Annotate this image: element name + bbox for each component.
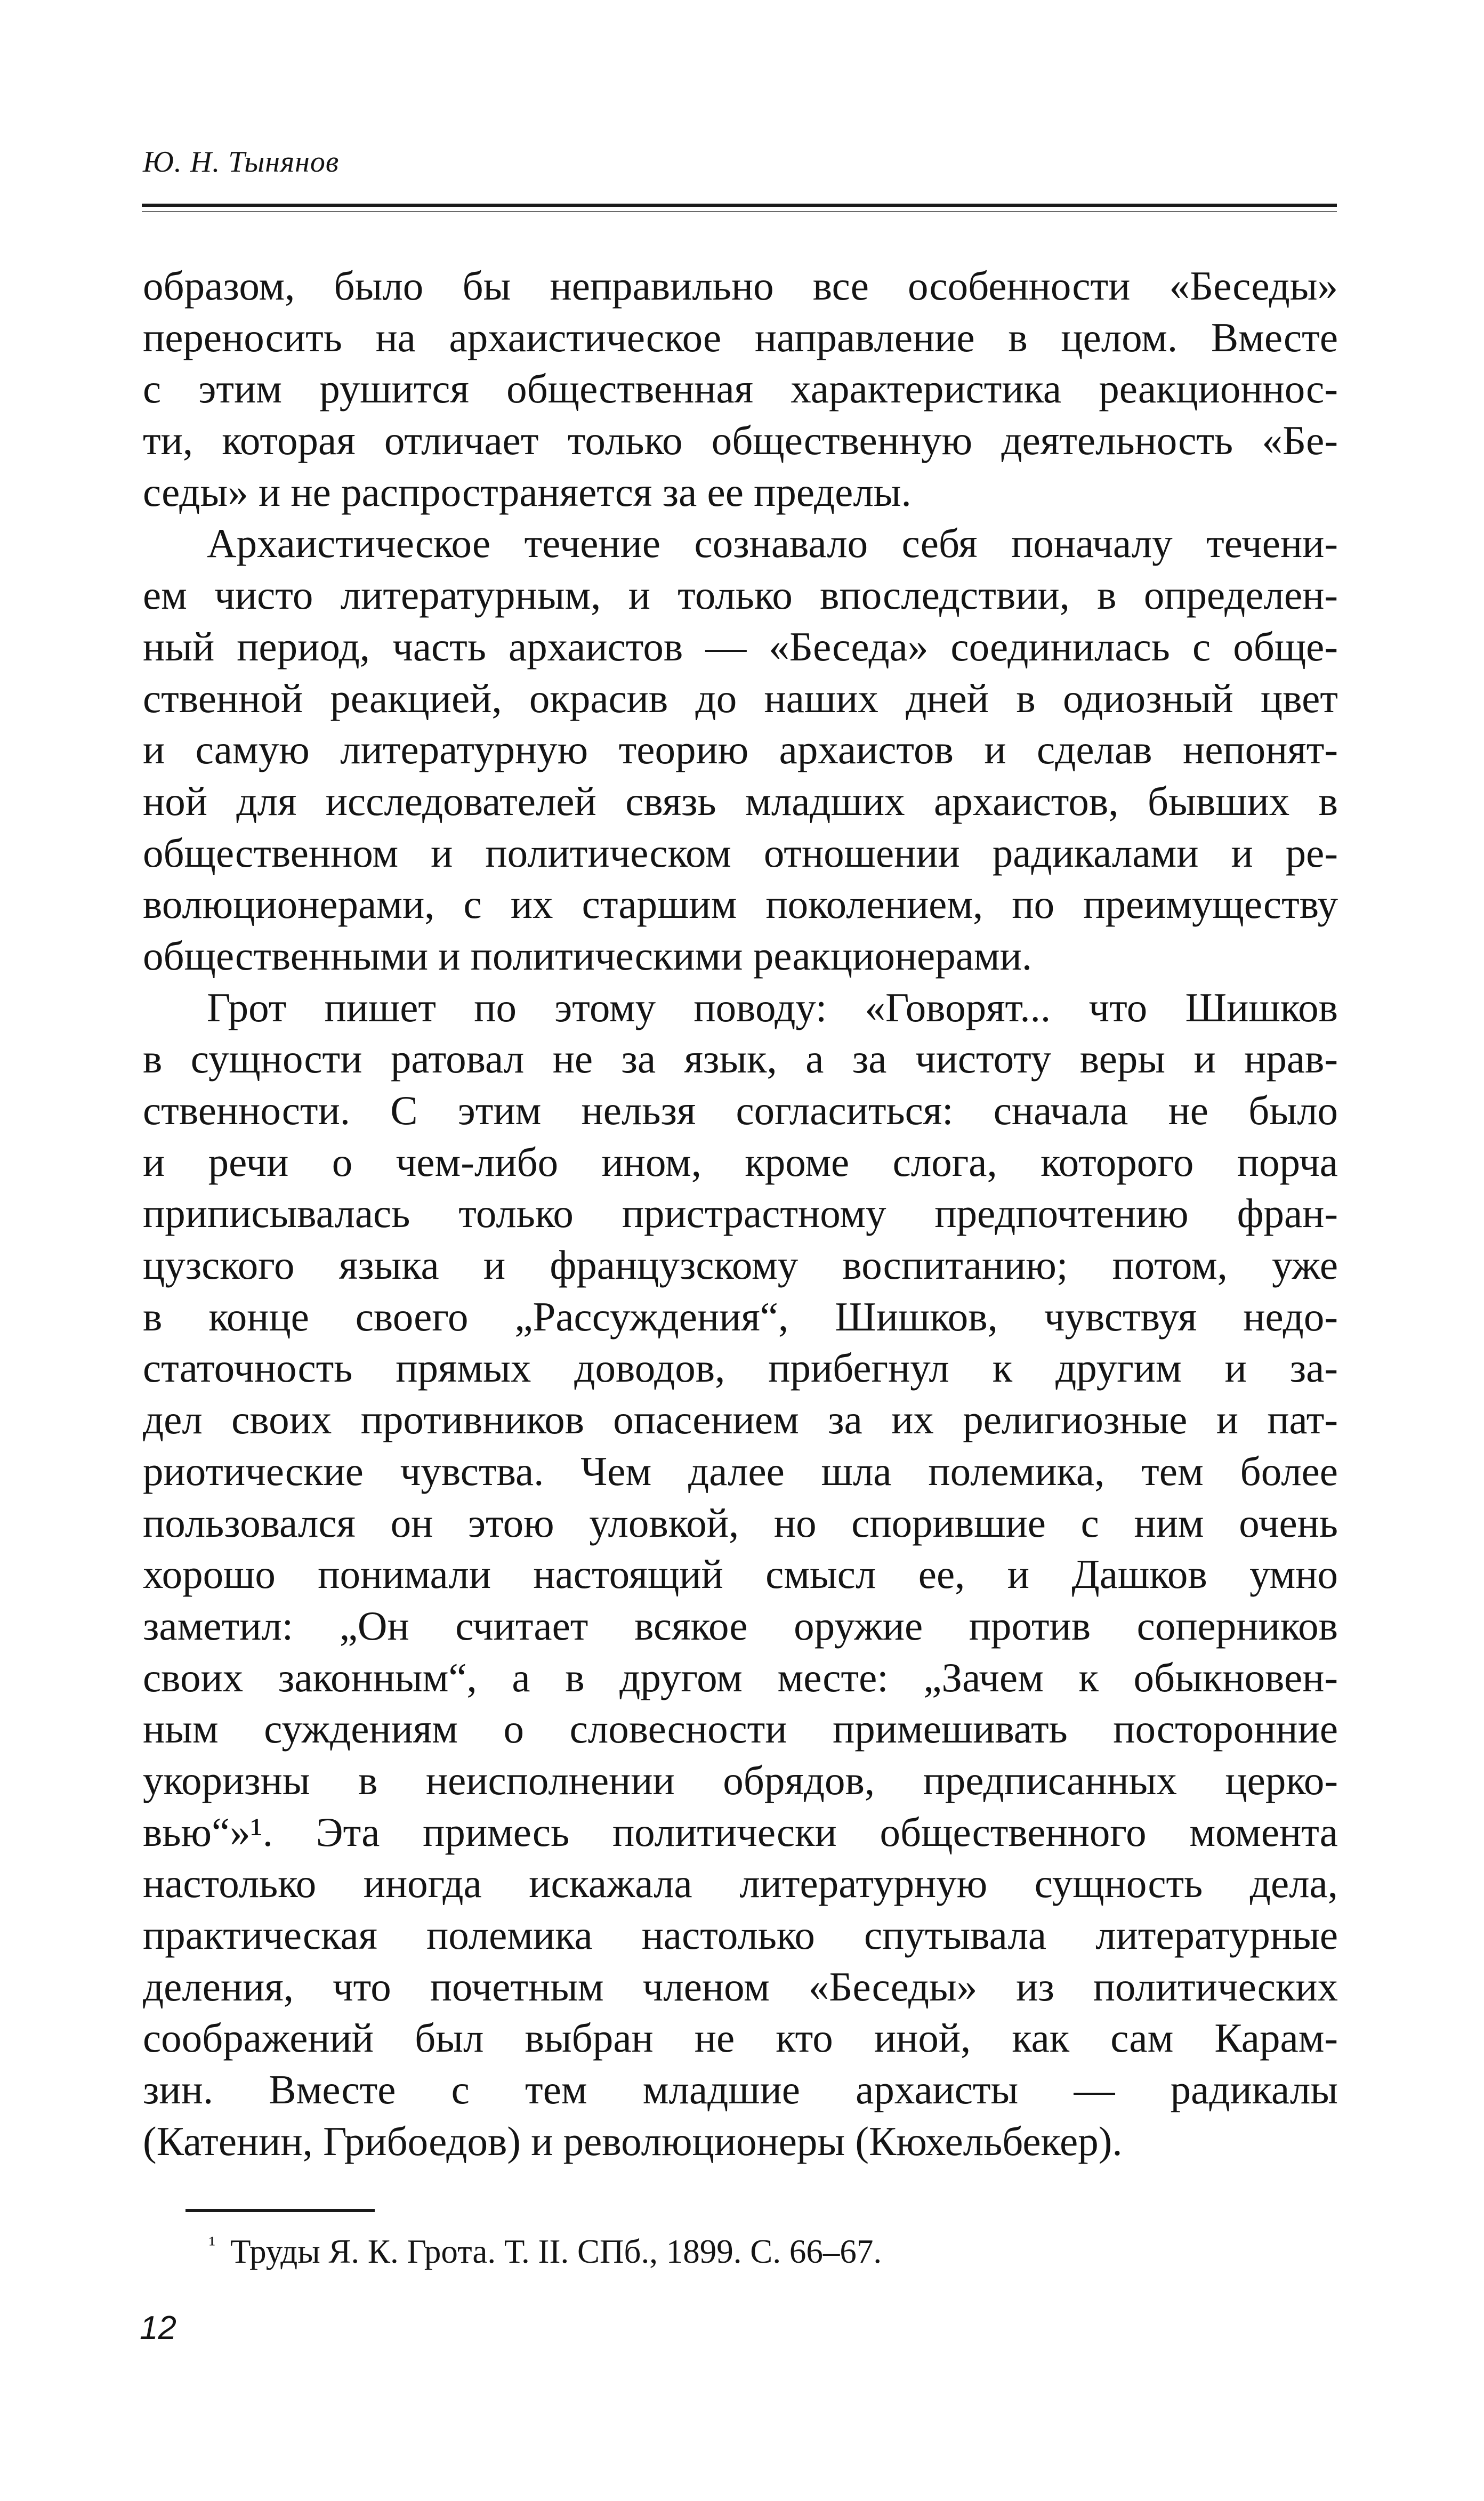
text-line: переносить на архаистическое направление в целом. Вместе <box>143 314 1338 360</box>
text-line: и речи о чем-либо ином, кроме слога, которого порча <box>143 1139 1338 1185</box>
text-line: укоризны в неисполнении обрядов, предписанных церко- <box>143 1757 1338 1803</box>
text-line: Грот пишет по этому поводу: «Говорят... что Шишков <box>207 984 1338 1030</box>
text-line: в конце своего „Рассуждения“, Шишков, чувствуя недо- <box>143 1293 1338 1340</box>
text-line: ный период, часть архаистов — «Беседа» соединилась с обще- <box>143 623 1338 669</box>
text-line: ем чисто литературным, и только впоследствии, в определен- <box>143 572 1338 618</box>
text-line: седы» и не распространяется за ее пределы. <box>143 469 912 515</box>
running-head: Ю. Н. Тынянов <box>143 146 340 179</box>
body-text <box>143 260 1338 2167</box>
text-line: деления, что почетным членом «Беседы» из политических <box>143 1963 1338 2010</box>
text-line: ственной реакцией, окрасив до наших дней в одиозный цвет <box>143 675 1338 721</box>
text-line: пользовался он этою уловкой, но спорившие с ним очень <box>143 1499 1338 1546</box>
text-line: с этим рушится общественная характеристика реакционнос- <box>143 366 1338 412</box>
text-line: своих законным“, а в другом месте: „Зачем к обыкновен- <box>143 1654 1338 1700</box>
text-line: цузского языка и французскому воспитанию; потом, уже <box>143 1242 1338 1288</box>
header-rule <box>142 204 1337 207</box>
text-line: заметил: „Он считает всякое оружие против соперников <box>143 1602 1338 1649</box>
text-line: соображений был выбран не кто иной, как сам Карам- <box>143 2015 1338 2061</box>
header-rule-thin <box>142 211 1337 212</box>
text-line: хорошо понимали настоящий смысл ее, и Дашков умно <box>143 1551 1338 1598</box>
text-line: зин. Вместе с тем младшие архаисты — радикалы <box>143 2067 1338 2113</box>
text-line: дел своих противников опасением за их религиозные и пат- <box>143 1397 1338 1443</box>
text-line: в сущности ратовал не за язык, а за чистоту веры и нрав- <box>143 1036 1338 1082</box>
text-line: вью“»¹. Эта примесь политически общественного момента <box>143 1809 1338 1855</box>
text-line: волюционерами, с их старшим поколением, по преимуществу <box>143 881 1338 927</box>
text-line: ной для исследователей связь младших архаистов, бывших в <box>143 778 1338 824</box>
text-line: ти, которая отличает только общественную деятельность «Бе- <box>143 417 1338 464</box>
page-number: 12 <box>140 2310 176 2346</box>
text-line: ным суждениям о словесности примешивать посторонние <box>143 1706 1338 1752</box>
footnote-marker: ¹ <box>209 2232 215 2256</box>
text-line: статочность прямых доводов, прибегнул к другим и за- <box>143 1345 1338 1391</box>
footnote-text: Труды Я. К. Грота. Т. II. СПб., 1899. С. 66–67. <box>230 2233 882 2270</box>
text-line: ственности. С этим нельзя согласиться: сначала не было <box>143 1087 1338 1133</box>
text-line: (Катенин, Грибоедов) и революционеры (Кюхельбекер). <box>143 2118 1123 2164</box>
footnote <box>209 2231 882 2271</box>
text-line: настолько иногда искажала литературную сущность дела, <box>143 1860 1338 1907</box>
footnote-rule <box>186 2209 375 2212</box>
text-line: приписывалась только пристрастному предпочтению фран- <box>143 1190 1338 1237</box>
text-line: образом, было бы неправильно все особенности «Беседы» <box>143 263 1338 309</box>
text-line: риотические чувства. Чем далее шла полемика, тем более <box>143 1448 1338 1494</box>
text-line: практическая полемика настолько спутывала литературные <box>143 1912 1338 1958</box>
text-line: Архаистическое течение сознавало себя поначалу течени- <box>207 520 1338 567</box>
text-line: общественном и политическом отношении радикалами и ре- <box>143 829 1338 876</box>
text-line: общественными и политическими реакционерами. <box>143 932 1033 979</box>
text-line: и самую литературную теорию архаистов и сделав непонят- <box>143 727 1338 773</box>
